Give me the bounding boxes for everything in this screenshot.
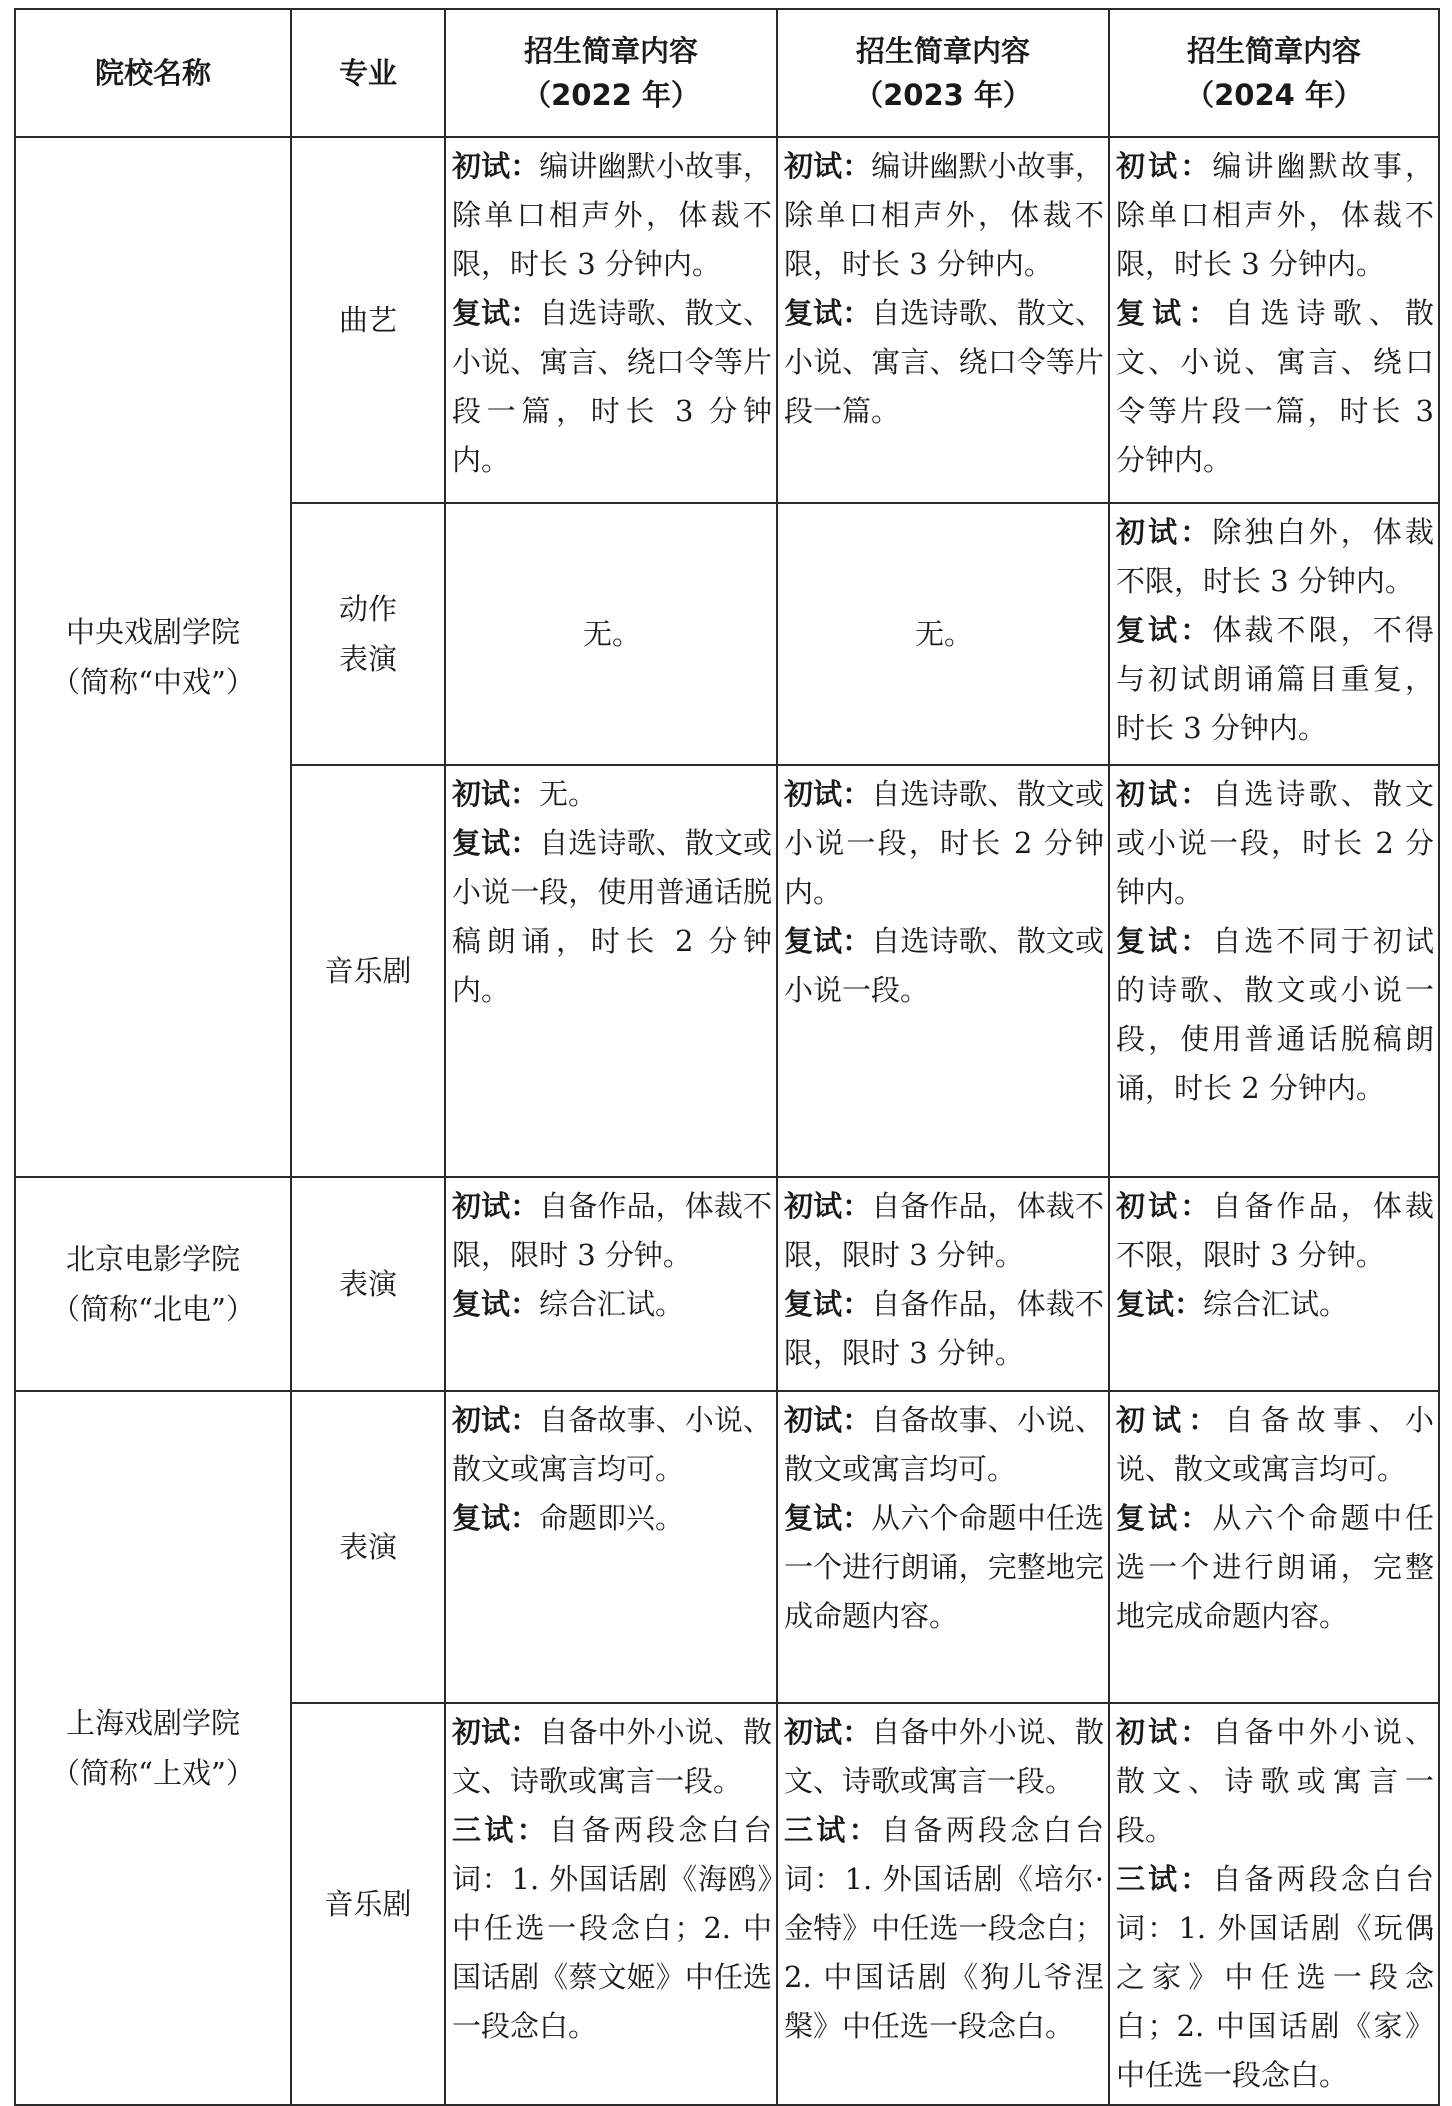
header-row bbox=[15, 9, 1439, 137]
content-cell: 初试：自备作品，体裁不限，限时 3 分钟。 复试：综合汇试。 bbox=[445, 1177, 777, 1391]
content-cell: 初试：自备故事、小说、散文或寓言均可。 复试：从六个命题中任选一个进行朗诵，完整地完成命题内容。 bbox=[1109, 1391, 1439, 1703]
school-cell: 北京电影学院 （简称“北电”） bbox=[15, 1177, 291, 1391]
content-cell: 无。 bbox=[777, 503, 1109, 765]
content-cell: 无。 bbox=[445, 503, 777, 765]
major-cell: 动作 表演 bbox=[291, 503, 445, 765]
content-cell: 初试：自备故事、小说、散文或寓言均可。 复试：命题即兴。 bbox=[445, 1391, 777, 1703]
school-cell: 中央戏剧学院 （简称“中戏”） bbox=[15, 137, 291, 1177]
header-2024: 招生简章内容 （2024 年） bbox=[1109, 9, 1439, 137]
major-cell: 表演 bbox=[291, 1391, 445, 1703]
table-row bbox=[15, 1177, 1439, 1391]
content-cell: 初试：除独白外，体裁不限，时长 3 分钟内。 复试：体裁不限，不得与初试朗诵篇目重复，时长 3 分钟内。 bbox=[1109, 503, 1439, 765]
major-cell: 音乐剧 bbox=[291, 1703, 445, 2105]
admissions-table bbox=[14, 8, 1440, 2106]
content-cell: 初试：自备作品，体裁不限，限时 3 分钟。 复试：综合汇试。 bbox=[1109, 1177, 1439, 1391]
content-cell: 初试：自选诗歌、散文或小说一段，时长 2 分钟内。 复试：自选不同于初试的诗歌、散文或小说一段，使用普通话脱稿朗诵，时长 2 分钟内。 bbox=[1109, 765, 1439, 1177]
content-cell: 初试：自选诗歌、散文或小说一段，时长 2 分钟内。 复试：自选诗歌、散文或小说一段。 bbox=[777, 765, 1109, 1177]
header-major: 专业 bbox=[291, 9, 445, 137]
major-cell: 曲艺 bbox=[291, 137, 445, 503]
header-2023: 招生简章内容 （2023 年） bbox=[777, 9, 1109, 137]
major-cell: 音乐剧 bbox=[291, 765, 445, 1177]
content-cell: 初试：编讲幽默小故事，除单口相声外，体裁不限，时长 3 分钟内。 复试：自选诗歌、散文、小说、寓言、绕口令等片段一篇，时长 3 分钟内。 bbox=[445, 137, 777, 503]
content-cell: 初试：自备故事、小说、散文或寓言均可。 复试：从六个命题中任选一个进行朗诵，完整地完成命题内容。 bbox=[777, 1391, 1109, 1703]
content-cell: 初试：编讲幽默故事，除单口相声外，体裁不限，时长 3 分钟内。 复试：自选诗歌、散文、小说、寓言、绕口令等片段一篇，时长 3 分钟内。 bbox=[1109, 137, 1439, 503]
content-cell: 初试：无。 复试：自选诗歌、散文或小说一段，使用普通话脱稿朗诵，时长 2 分钟内。 bbox=[445, 765, 777, 1177]
header-2022: 招生简章内容 （2022 年） bbox=[445, 9, 777, 137]
table-row bbox=[15, 137, 1439, 503]
content-cell: 初试：自备中外小说、散文、诗歌或寓言一段。 三试：自备两段念白台词：1. 外国话剧《海鸥》中任选一段念白；2. 中国话剧《蔡文姬》中任选一段念白。 bbox=[445, 1703, 777, 2105]
header-school: 院校名称 bbox=[15, 9, 291, 137]
table-row bbox=[15, 1391, 1439, 1703]
content-cell: 初试：自备中外小说、散文、诗歌或寓言一段。 三试：自备两段念白台词：1. 外国话剧《培尔·金特》中任选一段念白；2. 中国话剧《狗儿爷涅槃》中任选一段念白。 bbox=[777, 1703, 1109, 2105]
content-cell: 初试：自备中外小说、散文、诗歌或寓言一段。 三试：自备两段念白台词：1. 外国话剧《玩偶之家》中任选一段念白；2. 中国话剧《家》中任选一段念白。 bbox=[1109, 1703, 1439, 2105]
content-cell: 初试：自备作品，体裁不限，限时 3 分钟。 复试：自备作品，体裁不限，限时 3 分钟。 bbox=[777, 1177, 1109, 1391]
major-cell: 表演 bbox=[291, 1177, 445, 1391]
school-cell: 上海戏剧学院 （简称“上戏”） bbox=[15, 1391, 291, 2105]
content-cell: 初试：编讲幽默小故事，除单口相声外，体裁不限，时长 3 分钟内。 复试：自选诗歌、散文、小说、寓言、绕口令等片段一篇。 bbox=[777, 137, 1109, 503]
